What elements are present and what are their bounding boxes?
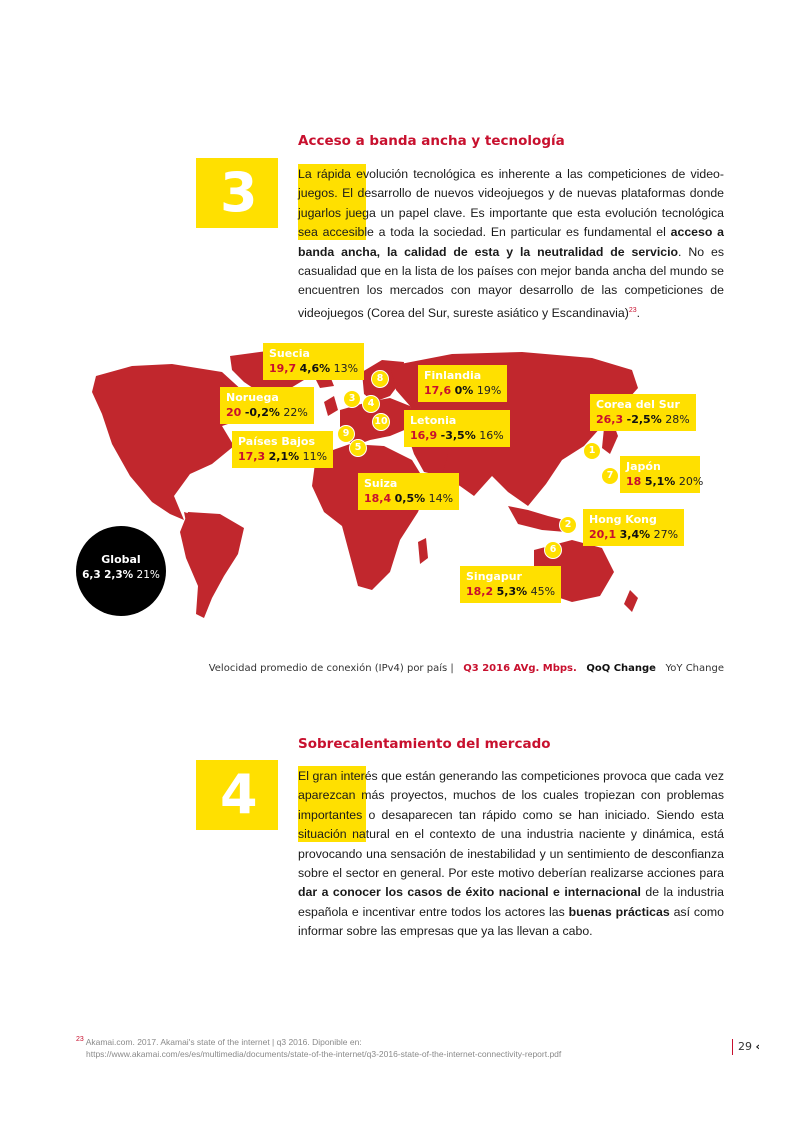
rank-marker: 8 bbox=[371, 370, 389, 388]
callout-qoq: 3,4% bbox=[619, 528, 651, 541]
callout-singapur bbox=[460, 566, 561, 603]
section-4-title: Sobrecalentamiento del mercado bbox=[298, 736, 551, 752]
global-label: Global bbox=[101, 553, 141, 566]
callout-avg: 26,3 bbox=[596, 413, 624, 426]
callout-name: Japón bbox=[626, 460, 661, 473]
callout-qoq: -3,5% bbox=[440, 429, 476, 442]
section-4-number: 4 bbox=[196, 760, 278, 830]
rank-marker: 9 bbox=[337, 425, 355, 443]
global-qoq: 2,3% bbox=[104, 569, 134, 581]
callout-name: Corea del Sur bbox=[596, 398, 680, 411]
page-divider bbox=[732, 1039, 733, 1055]
section-3-text-2: . No es casualidad que en la lista de los países con mejor banda ancha del mundo se encuentren los mercados con mayor desarrollo de las competiciones de videojuegos (Corea del Sur, sureste asiático y Escandinavia) bbox=[298, 244, 724, 320]
new-zealand-shape bbox=[624, 590, 638, 612]
section-4-text-bold-2: buenas prácticas bbox=[568, 904, 670, 919]
map-legend bbox=[209, 663, 724, 674]
callout-qoq: 2,1% bbox=[268, 450, 300, 463]
callout-qoq: 5,3% bbox=[496, 585, 528, 598]
global-avg: 6,3 bbox=[82, 569, 101, 581]
rank-marker: 6 bbox=[544, 541, 562, 559]
callout-suiza bbox=[358, 473, 459, 510]
rank-marker: 2 bbox=[559, 516, 577, 534]
callout-avg: 17,6 bbox=[424, 384, 452, 397]
global-badge bbox=[76, 526, 166, 616]
legend-qoq: QoQ Change bbox=[586, 663, 656, 674]
section-4-text-1: El gran interés que están generando las competiciones provoca que cada vez aparezcan más proyectos, muchos de los cuales tropiezan con problemas importantes o desaparecen tan rápido como se han iniciado. Siendo esta situación natural en el contexto de una industria naciente y dinámica, está provocando una sensación de inestabilidad y un sentimiento de desconfianza sobre el sector en general. Por este motivo deberían realizarse acciones para bbox=[298, 769, 724, 881]
callout-avg: 19,7 bbox=[269, 362, 297, 375]
rank-marker: 1 bbox=[583, 442, 601, 460]
footnote bbox=[76, 1034, 561, 1060]
section-4-paragraph bbox=[298, 767, 724, 942]
rank-marker: 4 bbox=[362, 395, 380, 413]
callout-yoy: 22% bbox=[283, 406, 308, 419]
callout-avg: 17,3 bbox=[238, 450, 266, 463]
legend-prefix: Velocidad promedio de conexión (IPv4) por país | bbox=[208, 663, 454, 674]
callout-name: Noruega bbox=[226, 391, 279, 404]
callout-letonia bbox=[404, 410, 510, 447]
callout-corea-del-sur bbox=[590, 394, 696, 431]
callout-yoy: 19% bbox=[476, 384, 502, 397]
callout-yoy: 13% bbox=[333, 362, 359, 375]
rank-marker: 5 bbox=[349, 439, 367, 457]
section-3-paragraph bbox=[298, 165, 724, 323]
section-3-text-end: . bbox=[636, 305, 641, 320]
uk-shape bbox=[324, 396, 338, 416]
callout-name: Suecia bbox=[269, 347, 310, 360]
callout-qoq: 0,5% bbox=[394, 492, 426, 505]
global-yoy: 21% bbox=[136, 569, 160, 581]
callout-hong-kong bbox=[583, 509, 684, 546]
page-number bbox=[732, 1039, 760, 1055]
section-3-title: Acceso a banda ancha y tecnología bbox=[298, 133, 565, 149]
callout-yoy: 27% bbox=[653, 528, 679, 541]
callout-name: Letonia bbox=[410, 414, 457, 427]
section-3-text-1: La rápida evolución tecnológica es inherente a las competiciones de video-juegos. El desarrollo de nuevos videojuegos y de nuevas plataformas donde jugarlos juega un papel clave. Es importante que esta evolución tecnológica sea accesible a toda la sociedad. En particular es fundamental el bbox=[298, 167, 724, 240]
madagascar-shape bbox=[418, 538, 428, 564]
callout-name: Singapur bbox=[466, 570, 522, 583]
callout-yoy: 28% bbox=[665, 413, 690, 426]
callout-qoq: 0% bbox=[454, 384, 474, 397]
footnote-link[interactable]: https://www.akamai.com/es/es/multimedia/documents/state-of-the-internet/q3-2016-state-of-the-internet-connectivity-report.pdf bbox=[86, 1048, 562, 1059]
callout-yoy: 16% bbox=[479, 429, 504, 442]
chevron-left-icon[interactable]: ‹ bbox=[755, 1040, 761, 1053]
section-3-number: 3 bbox=[196, 158, 278, 228]
callout-yoy: 45% bbox=[530, 585, 556, 598]
legend-avg: Q3 2016 AVg. Mbps. bbox=[463, 663, 577, 674]
callout-avg: 18 bbox=[626, 475, 642, 488]
callout-avg: 16,9 bbox=[410, 429, 438, 442]
callout-yoy: 11% bbox=[302, 450, 328, 463]
south-america-shape bbox=[180, 512, 244, 618]
callout-name: Países Bajos bbox=[238, 435, 316, 448]
callout-qoq: 5,1% bbox=[644, 475, 676, 488]
callout-qoq: 4,6% bbox=[299, 362, 331, 375]
callout-japon bbox=[620, 456, 704, 493]
rank-marker: 7 bbox=[601, 467, 619, 485]
section-3-text-bold: acceso a banda ancha, la calidad de esta y la neutralidad de servicio bbox=[298, 225, 724, 259]
section-4-text-2: de la industria española e incentivar entre todos los actores las bbox=[298, 885, 724, 919]
callout-finlandia bbox=[418, 365, 507, 402]
page-number-value: 29 bbox=[738, 1040, 752, 1053]
callout-avg: 18,2 bbox=[466, 585, 494, 598]
section-3-footnote-ref[interactable]: 23 bbox=[628, 306, 637, 314]
callout-avg: 20 bbox=[226, 406, 242, 419]
callout-noruega bbox=[220, 387, 314, 424]
callout-yoy: 14% bbox=[428, 492, 454, 505]
callout-name: Suiza bbox=[364, 477, 398, 490]
legend-yoy: YoY Change bbox=[665, 663, 724, 674]
rank-marker: 3 bbox=[343, 390, 361, 408]
section-4-text-bold-1: dar a conocer los casos de éxito nacional e internacional bbox=[298, 885, 641, 900]
callout-avg: 18,4 bbox=[364, 492, 392, 505]
callout-avg: 20,1 bbox=[589, 528, 617, 541]
callout-name: Finlandia bbox=[424, 369, 482, 382]
callout-qoq: -0,2% bbox=[244, 406, 280, 419]
callout-yoy: 20% bbox=[678, 475, 704, 488]
footnote-number: 23 bbox=[76, 1036, 84, 1043]
section-4-text-3: así como informar sobre las empresas que ya las llevan a cabo. bbox=[298, 904, 724, 939]
callout-qoq: -2,5% bbox=[626, 413, 662, 426]
callout-suecia bbox=[263, 343, 364, 380]
rank-marker: 10 bbox=[372, 413, 390, 431]
footnote-line-1: Akamai.com. 2017. Akamai's state of the internet | q3 2016. Diponible en: bbox=[85, 1036, 362, 1047]
callout-paises-bajos bbox=[232, 431, 333, 468]
callout-name: Hong Kong bbox=[589, 513, 657, 526]
